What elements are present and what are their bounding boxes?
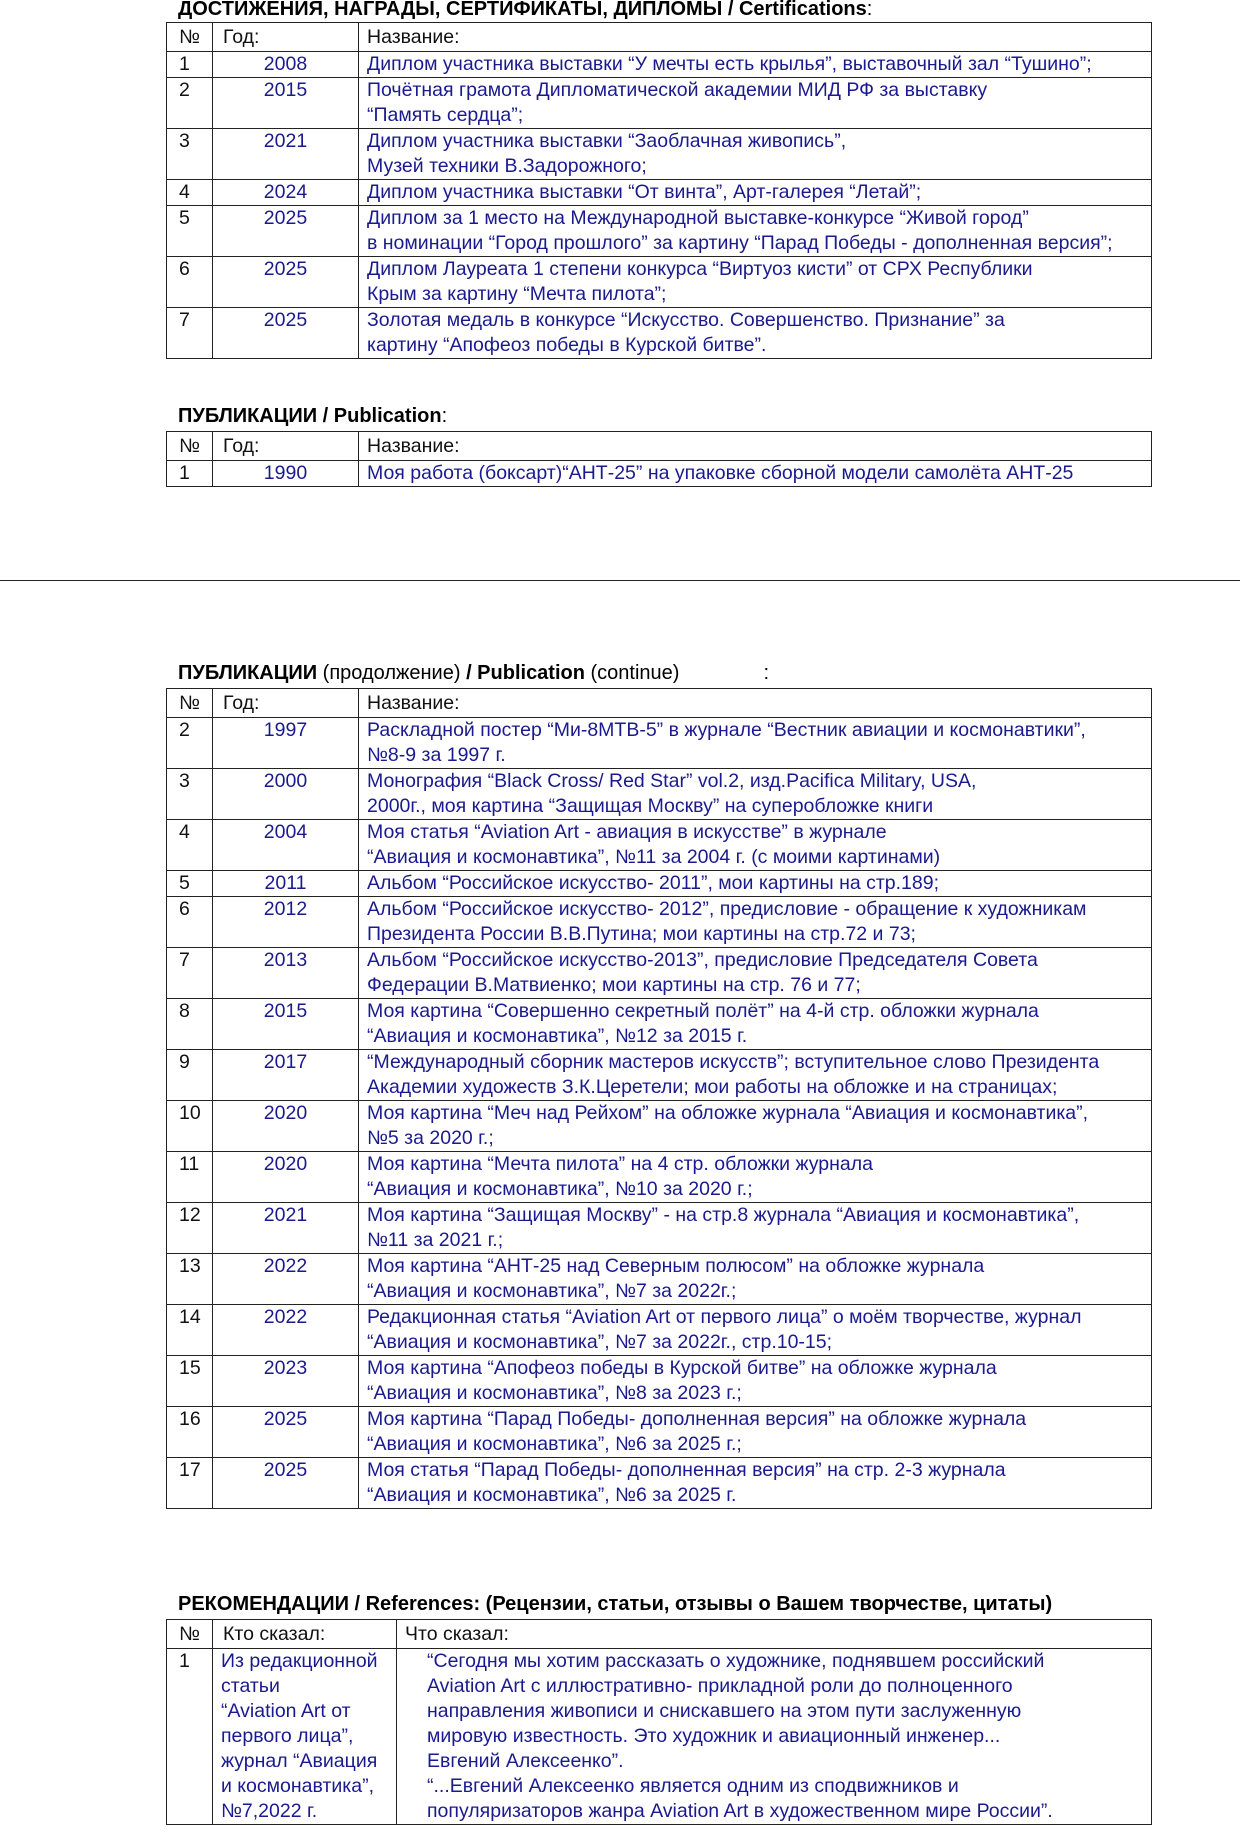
row-year: 2020 bbox=[213, 1152, 359, 1203]
references-table bbox=[166, 1619, 1152, 1825]
header-year: Год: bbox=[213, 689, 359, 718]
row-year: 1990 bbox=[213, 461, 359, 487]
publication-row bbox=[167, 1458, 1152, 1509]
row-title: Альбом “Российское искусство-2013”, предисловие Председателя Совета Федерации В.Матвиенко; мои картины на стр. 76 и 77; bbox=[359, 948, 1152, 999]
row-number: 5 bbox=[167, 871, 213, 897]
certification-row bbox=[167, 129, 1152, 180]
header-year: Год: bbox=[213, 432, 359, 461]
row-number: 6 bbox=[167, 257, 213, 308]
certification-row bbox=[167, 180, 1152, 206]
row-title: Редакционная статья “Aviation Art от первого лица” о моём творчестве, журнал “Авиация и космонавтика”, №7 за 2022г., стр.10-15; bbox=[359, 1305, 1152, 1356]
publication-row bbox=[167, 1254, 1152, 1305]
row-year: 2017 bbox=[213, 1050, 359, 1101]
row-year: 2011 bbox=[213, 871, 359, 897]
row-year: 2015 bbox=[213, 78, 359, 129]
row-year: 2023 bbox=[213, 1356, 359, 1407]
row-number: 5 bbox=[167, 206, 213, 257]
row-number: 10 bbox=[167, 1101, 213, 1152]
row-title: Диплом участника выставки “У мечты есть крылья”, выставочный зал “Тушино”; bbox=[359, 52, 1152, 78]
row-number: 1 bbox=[167, 1649, 213, 1825]
publications-table bbox=[166, 431, 1152, 487]
row-year: 2015 bbox=[213, 999, 359, 1050]
row-number: 1 bbox=[167, 461, 213, 487]
row-number: 16 bbox=[167, 1407, 213, 1458]
row-title: Моя статья “Aviation Art - авиация в искусстве” в журнале “Авиация и космонавтика”, №11 за 2004 г. (с моими картинами) bbox=[359, 820, 1152, 871]
publication-row bbox=[167, 461, 1152, 487]
reference-author: Из редакционной статьи “Aviation Art от первого лица”, журнал “Авиация и космонавтика”, №7,2022 г. bbox=[213, 1649, 397, 1825]
row-year: 2025 bbox=[213, 1407, 359, 1458]
row-title: Альбом “Российское искусство- 2011”, мои картины на стр.189; bbox=[359, 871, 1152, 897]
certification-row bbox=[167, 52, 1152, 78]
row-number: 6 bbox=[167, 897, 213, 948]
publication-row bbox=[167, 1152, 1152, 1203]
row-number: 9 bbox=[167, 1050, 213, 1101]
row-title: Моя картина “АНТ-25 над Северным полюсом” на обложке журнала “Авиация и космонавтика”, №7 за 2022г.; bbox=[359, 1254, 1152, 1305]
row-title: Диплом за 1 место на Международной выставке-конкурсе “Живой город” в номинации “Город прошлого” за картину “Парад Победы - дополненная версия”; bbox=[359, 206, 1152, 257]
row-title: Диплом Лауреата 1 степени конкурса “Виртуоз кисти” от СРХ Республики Крым за картину “Мечта пилота”; bbox=[359, 257, 1152, 308]
row-title: Альбом “Российское искусство- 2012”, предисловие - обращение к художникам Президента России В.В.Путина; мои картины на стр.72 и 73; bbox=[359, 897, 1152, 948]
row-title: Моя работа (боксарт)“АНТ-25” на упаковке сборной модели самолёта АНТ-25 bbox=[359, 461, 1152, 487]
header-name: Название: bbox=[359, 432, 1152, 461]
row-year: 2022 bbox=[213, 1254, 359, 1305]
table-header-row bbox=[167, 1620, 1152, 1649]
row-number: 15 bbox=[167, 1356, 213, 1407]
row-number: 3 bbox=[167, 769, 213, 820]
header-no: № bbox=[167, 23, 213, 52]
row-year: 2021 bbox=[213, 129, 359, 180]
row-title: Почётная грамота Дипломатической академии МИД РФ за выставку “Память сердца”; bbox=[359, 78, 1152, 129]
publication-row bbox=[167, 948, 1152, 999]
row-year: 2024 bbox=[213, 180, 359, 206]
certification-row bbox=[167, 78, 1152, 129]
publication-row bbox=[167, 1050, 1152, 1101]
row-year: 2013 bbox=[213, 948, 359, 999]
certifications-title: ДОСТИЖЕНИЯ, НАГРАДЫ, СЕРТИФИКАТЫ, ДИПЛОМЫ / Certifications: bbox=[178, 0, 873, 20]
row-year: 2020 bbox=[213, 1101, 359, 1152]
publication-row bbox=[167, 1356, 1152, 1407]
row-title: Диплом участника выставки “От винта”, Арт-галерея “Летай”; bbox=[359, 180, 1152, 206]
certification-row bbox=[167, 257, 1152, 308]
publication-row bbox=[167, 769, 1152, 820]
table-header-row bbox=[167, 689, 1152, 718]
row-title: “Международный сборник мастеров искусств”; вступительное слово Президента Академии художеств З.К.Церетели; мои работы на обложке и на страницах; bbox=[359, 1050, 1152, 1101]
reference-quote: “Сегодня мы хотим рассказать о художнике, поднявшем российский Aviation Art с иллюстративно- прикладной роли до полноценного направления живописи и снискавшего на этом пути заслуженную мировую известность. Это художник и авиационный инженер... Евгений Алексеенко”. “...Евгений Алексеенко является одним из сподвижников и популяризаторов жанра Aviation Art в художественном мире России”. bbox=[397, 1649, 1152, 1825]
row-number: 1 bbox=[167, 52, 213, 78]
publications-continue-table bbox=[166, 688, 1152, 1509]
publications-continue-title: ПУБЛИКАЦИИ (продолжение) / Publication (continue) : bbox=[178, 662, 770, 684]
header-what: Что сказал: bbox=[397, 1620, 1152, 1649]
publication-row bbox=[167, 897, 1152, 948]
header-year: Год: bbox=[213, 23, 359, 52]
references-title: РЕКОМЕНДАЦИИ / References: (Рецензии, статьи, отзывы о Вашем творчестве, цитаты) bbox=[178, 1593, 1053, 1615]
row-year: 2004 bbox=[213, 820, 359, 871]
row-title: Золотая медаль в конкурсе “Искусство. Совершенство. Признание” за картину “Апофеоз победы в Курской битве”. bbox=[359, 308, 1152, 359]
row-number: 8 bbox=[167, 999, 213, 1050]
certification-row bbox=[167, 206, 1152, 257]
row-number: 13 bbox=[167, 1254, 213, 1305]
row-title: Монография “Black Cross/ Red Star” vol.2, изд.Pacifica Military, USA, 2000г., моя картина “Защищая Москву” на суперобложке книги bbox=[359, 769, 1152, 820]
row-year: 2025 bbox=[213, 308, 359, 359]
row-number: 11 bbox=[167, 1152, 213, 1203]
header-no: № bbox=[167, 432, 213, 461]
row-title: Моя картина “Совершенно секретный полёт” на 4-й стр. обложки журнала “Авиация и космонавтика”, №12 за 2015 г. bbox=[359, 999, 1152, 1050]
page-divider bbox=[0, 580, 1240, 581]
table-header-row bbox=[167, 23, 1152, 52]
header-name: Название: bbox=[359, 689, 1152, 718]
row-title: Моя картина “Парад Победы- дополненная версия” на обложке журнала “Авиация и космонавтика”, №6 за 2025 г.; bbox=[359, 1407, 1152, 1458]
row-year: 2012 bbox=[213, 897, 359, 948]
table-header-row bbox=[167, 432, 1152, 461]
publication-row bbox=[167, 820, 1152, 871]
header-no: № bbox=[167, 689, 213, 718]
publication-row bbox=[167, 1101, 1152, 1152]
publication-row bbox=[167, 1305, 1152, 1356]
row-year: 2021 bbox=[213, 1203, 359, 1254]
row-number: 12 bbox=[167, 1203, 213, 1254]
certification-row bbox=[167, 308, 1152, 359]
publication-row bbox=[167, 871, 1152, 897]
row-number: 7 bbox=[167, 308, 213, 359]
row-title: Моя картина “Мечта пилота” на 4 стр. обложки журнала “Авиация и космонавтика”, №10 за 2020 г.; bbox=[359, 1152, 1152, 1203]
row-title: Моя статья “Парад Победы- дополненная версия” на стр. 2-3 журнала “Авиация и космонавтика”, №6 за 2025 г. bbox=[359, 1458, 1152, 1509]
row-title: Моя картина “Меч над Рейхом” на обложке журнала “Авиация и космонавтика”, №5 за 2020 г.; bbox=[359, 1101, 1152, 1152]
row-title: Раскладной постер “Ми-8МТВ-5” в журнале “Вестник авиации и космонавтики”, №8-9 за 1997 г. bbox=[359, 718, 1152, 769]
row-number: 3 bbox=[167, 129, 213, 180]
row-number: 2 bbox=[167, 78, 213, 129]
header-name: Название: bbox=[359, 23, 1152, 52]
header-who: Кто сказал: bbox=[213, 1620, 397, 1649]
row-title: Моя картина “Апофеоз победы в Курской битве” на обложке журнала “Авиация и космонавтика”, №8 за 2023 г.; bbox=[359, 1356, 1152, 1407]
row-number: 14 bbox=[167, 1305, 213, 1356]
row-number: 2 bbox=[167, 718, 213, 769]
certifications-table bbox=[166, 22, 1152, 359]
row-number: 4 bbox=[167, 820, 213, 871]
row-year: 2025 bbox=[213, 1458, 359, 1509]
row-year: 2025 bbox=[213, 257, 359, 308]
row-title: Моя картина “Защищая Москву” - на стр.8 журнала “Авиация и космонавтика”, №11 за 2021 г.; bbox=[359, 1203, 1152, 1254]
row-title: Диплом участника выставки “Заоблачная живопись”, Музей техники В.Задорожного; bbox=[359, 129, 1152, 180]
row-year: 2025 bbox=[213, 206, 359, 257]
publication-row bbox=[167, 718, 1152, 769]
header-no: № bbox=[167, 1620, 213, 1649]
row-number: 4 bbox=[167, 180, 213, 206]
publications-title: ПУБЛИКАЦИИ / Publication: bbox=[178, 405, 448, 427]
publication-row bbox=[167, 999, 1152, 1050]
row-year: 2000 bbox=[213, 769, 359, 820]
row-year: 2008 bbox=[213, 52, 359, 78]
row-number: 17 bbox=[167, 1458, 213, 1509]
row-year: 2022 bbox=[213, 1305, 359, 1356]
publication-row bbox=[167, 1203, 1152, 1254]
row-year: 1997 bbox=[213, 718, 359, 769]
row-number: 7 bbox=[167, 948, 213, 999]
publication-row bbox=[167, 1407, 1152, 1458]
reference-row bbox=[167, 1649, 1152, 1825]
